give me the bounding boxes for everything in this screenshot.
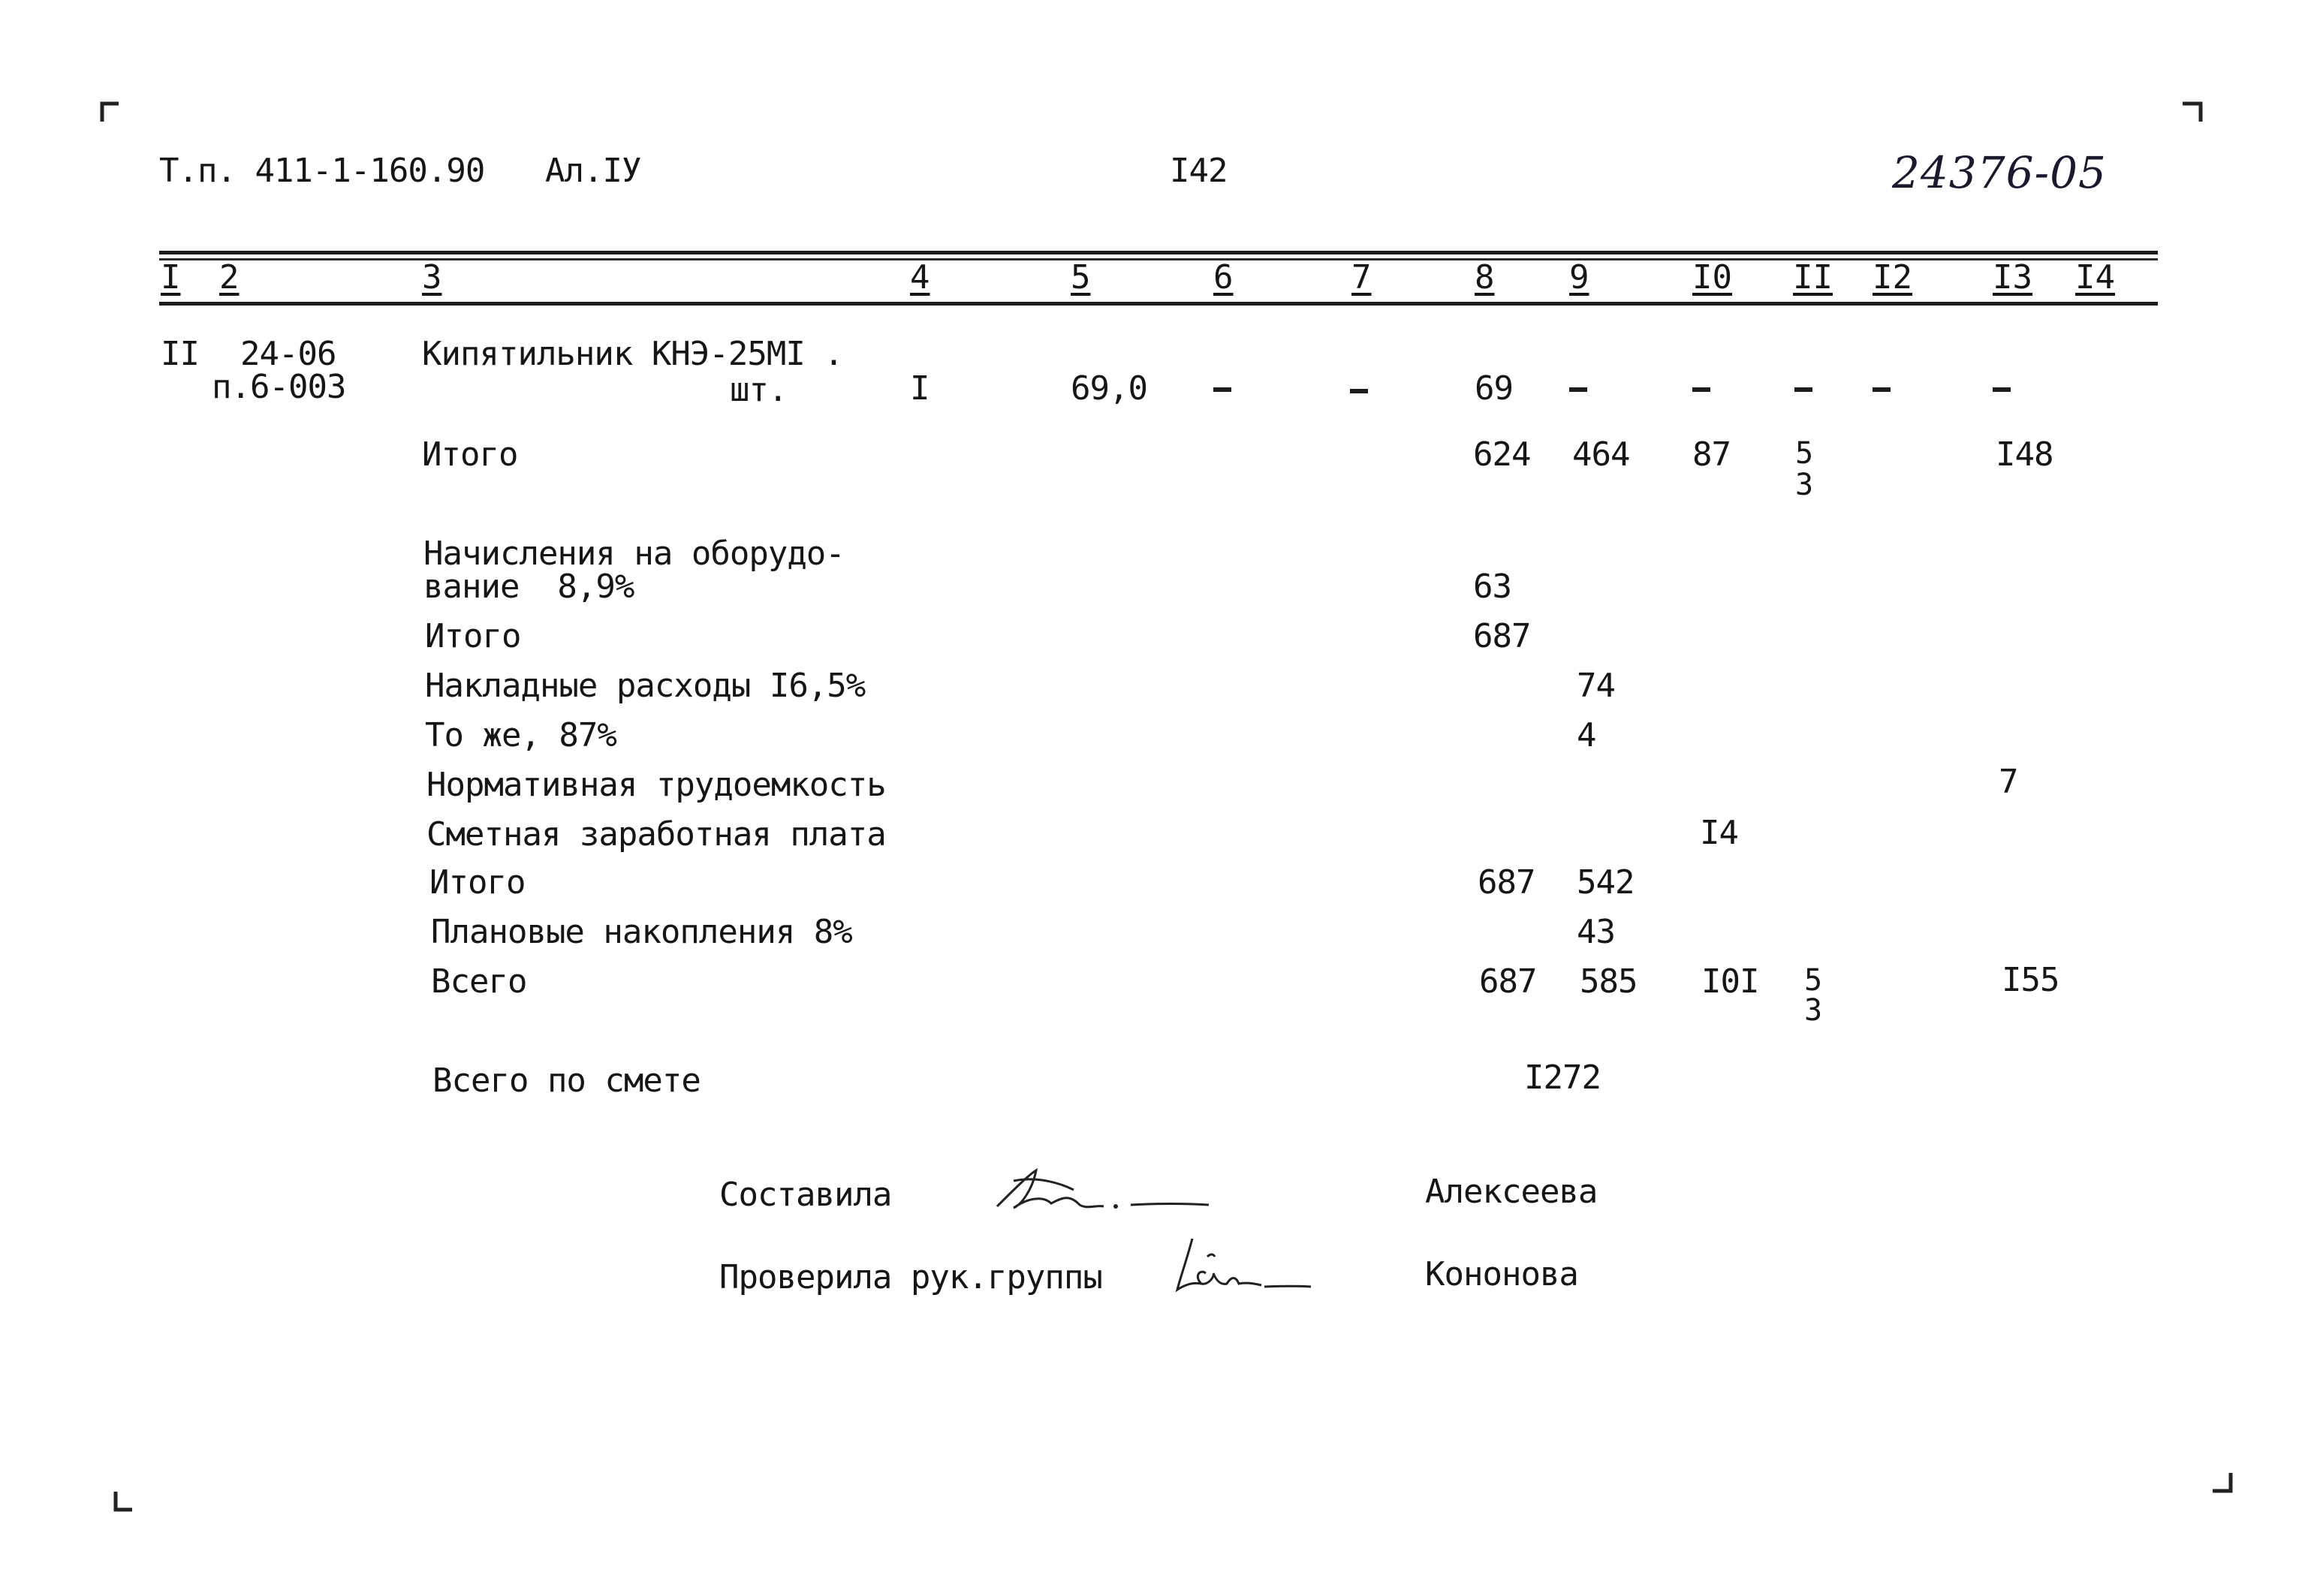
checked-label: Проверила рук.группы (719, 1258, 1102, 1296)
row-label: Сметная заработная плата (426, 815, 886, 854)
grand-total-label: Всего по смете (432, 1061, 701, 1100)
col-header-1: I (161, 258, 181, 297)
doc-code: Т.п. 411-1-160.90 (159, 152, 485, 190)
corner-mark-bottom-right (2211, 1471, 2234, 1494)
row-label: Начисления на оборудо- (423, 535, 845, 573)
dash-col6 (1213, 387, 1231, 392)
grand-total-value: I272 (1524, 1058, 1601, 1097)
cell-c8: 624 (1473, 435, 1531, 474)
dash-col9 (1569, 387, 1587, 392)
col-header-6: 6 (1213, 258, 1234, 297)
col-header-4: 4 (910, 258, 930, 297)
row-label: Накладные расходы I6,5% (425, 667, 866, 705)
page-number: I42 (1170, 152, 1228, 190)
dash-col13 (1993, 387, 2011, 392)
cell-c9: 4 (1577, 716, 1596, 754)
corner-mark-top-left (99, 101, 122, 123)
row-label: Итого (422, 435, 518, 474)
dash-col10 (1692, 387, 1710, 392)
cell-c11-top: 5 (1803, 963, 1823, 998)
stamp-number: 24376-05 (1892, 147, 2107, 198)
album-label: Ал.IУ (545, 152, 641, 190)
item-unit: шт. (730, 371, 788, 409)
cell-c9: 585 (1580, 962, 1638, 1001)
col-header-2: 2 (219, 258, 240, 297)
col-header-9: 9 (1569, 258, 1589, 297)
corner-mark-top-right (2181, 101, 2204, 123)
item-c8: 69 (1475, 369, 1513, 408)
row-label: Нормативная трудоемкость (426, 766, 886, 804)
col-header-7: 7 (1351, 258, 1372, 297)
cell-c10: I4 (1700, 814, 1738, 852)
table-top-rule-double (159, 258, 2158, 260)
cell-c9: 74 (1577, 667, 1615, 705)
cell-c8: 687 (1473, 617, 1531, 655)
cell-c13: 7 (1999, 763, 2018, 801)
cell-c13: I55 (2002, 961, 2059, 999)
cell-c11-bottom: 3 (1803, 993, 1823, 1028)
cell-c11-top: 5 (1794, 436, 1814, 471)
table-header-bottom-rule (159, 302, 2158, 306)
checked-signature (1171, 1231, 1314, 1299)
cell-c11-bottom: 3 (1794, 468, 1814, 502)
row-label: Всего (431, 962, 527, 1001)
row-label: Итого (429, 863, 526, 902)
row-label: Плановые накопления 8% (431, 913, 852, 951)
dash-col11 (1794, 387, 1812, 392)
cell-c8: 687 (1479, 962, 1537, 1001)
composed-name: Алексеева (1425, 1173, 1598, 1211)
corner-mark-bottom-left (113, 1490, 135, 1513)
cell-c10: I0I (1701, 962, 1759, 1001)
cell-c9: 43 (1577, 913, 1615, 951)
row-label-cont: вание 8,9% (423, 568, 634, 606)
col-header-3: 3 (422, 258, 442, 297)
item-name: Кипятильник КНЭ-25МI . (422, 335, 843, 373)
composed-signature (991, 1160, 1216, 1220)
col-header-5: 5 (1071, 258, 1091, 297)
col-header-12: I2 (1873, 258, 1912, 297)
checked-name: Кононова (1425, 1255, 1578, 1293)
row-number: II (161, 335, 199, 373)
dash-col12 (1873, 387, 1891, 392)
table-top-rule (159, 251, 2158, 254)
item-price: 69,0 (1071, 369, 1147, 408)
code-line-2: п.6-003 (212, 368, 346, 406)
cell-c9: 542 (1577, 863, 1635, 902)
cell-c10: 87 (1692, 435, 1731, 474)
cell-c13: I48 (1996, 435, 2053, 474)
cell-c8: 63 (1473, 568, 1511, 606)
code-line-1: 24-06 (240, 335, 336, 373)
col-header-8: 8 (1475, 258, 1495, 297)
dash-col7 (1350, 389, 1368, 393)
row-label: Итого (425, 617, 521, 655)
col-header-13: I3 (1993, 258, 2032, 297)
cell-c9: 464 (1572, 435, 1630, 474)
row-label: То же, 87% (425, 716, 616, 754)
composed-label: Составила (719, 1176, 892, 1214)
col-header-11: II (1793, 258, 1833, 297)
col-header-10: I0 (1692, 258, 1732, 297)
cell-c8: 687 (1478, 863, 1535, 902)
item-qty: I (910, 369, 930, 408)
col-header-14: I4 (2075, 258, 2115, 297)
